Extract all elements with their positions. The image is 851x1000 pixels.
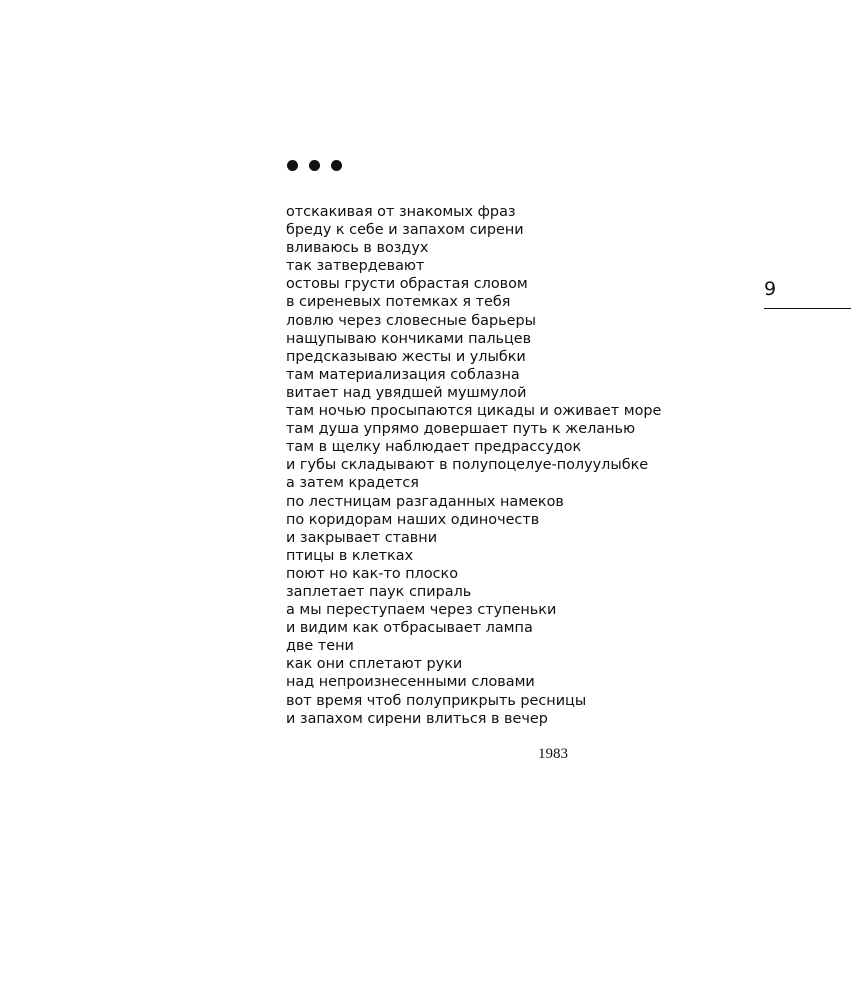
ornament-dot xyxy=(287,160,298,171)
page-number: 9 xyxy=(764,278,777,300)
poem-year: 1983 xyxy=(538,746,568,762)
poem-line: и губы складывают в полупоцелуе-полуулыбке xyxy=(286,457,649,474)
poem-line: вот время чтоб полуприкрыть ресницы xyxy=(286,692,587,709)
poem-line: птицы в клетках xyxy=(286,547,414,564)
poem-line: и запахом сирени влиться в вечер xyxy=(286,710,548,727)
poem-line: предсказываю жесты и улыбки xyxy=(286,348,526,365)
poem-line: ловлю через словесные барьеры xyxy=(286,312,536,329)
ornament-dot xyxy=(309,160,320,171)
poem-line: поют но как-то плоско xyxy=(286,565,459,582)
poem-line: нащупываю кончиками пальцев xyxy=(286,330,532,347)
poem-text xyxy=(286,203,661,728)
poem-line: вливаюсь в воздух xyxy=(286,240,429,257)
poem-line: так затвердевают xyxy=(286,258,425,275)
poem-line: по коридорам наших одиночеств xyxy=(286,511,540,528)
poem-line: над непроизнесенными словами xyxy=(286,674,535,691)
poem-line: а затем крадется xyxy=(286,475,419,492)
page-number-rule xyxy=(764,308,851,309)
poem-line: в сиреневых потемках я тебя xyxy=(286,294,511,311)
poem-line: остовы грусти обрастая словом xyxy=(286,276,528,293)
poem-line: как они сплетают руки xyxy=(286,656,463,673)
poem-line: там душа упрямо довершает путь к желанью xyxy=(286,421,636,438)
poem-line: и закрывает ставни xyxy=(286,529,438,546)
ornament-dot xyxy=(331,160,342,171)
poem-line: заплетает паук спираль xyxy=(286,583,472,600)
section-ornament xyxy=(287,160,342,171)
poem-line: там материализация соблазна xyxy=(286,366,520,383)
poem-line: там в щелку наблюдает предрассудок xyxy=(286,439,582,456)
poem-line: там ночью просыпаются цикады и оживает море xyxy=(286,403,662,420)
poem-line: отскакивая от знакомых фраз xyxy=(286,204,516,220)
poem-line: бреду к себе и запахом сирени xyxy=(286,222,524,239)
poem-line: а мы переступаем через ступеньки xyxy=(286,602,557,619)
poem-line: и видим как отбрасывает лампа xyxy=(286,620,533,637)
poem-line: по лестницам разгаданных намеков xyxy=(286,493,564,510)
poem-line: две тени xyxy=(286,638,354,655)
poem-line: витает над увядшей мушмулой xyxy=(286,384,527,401)
